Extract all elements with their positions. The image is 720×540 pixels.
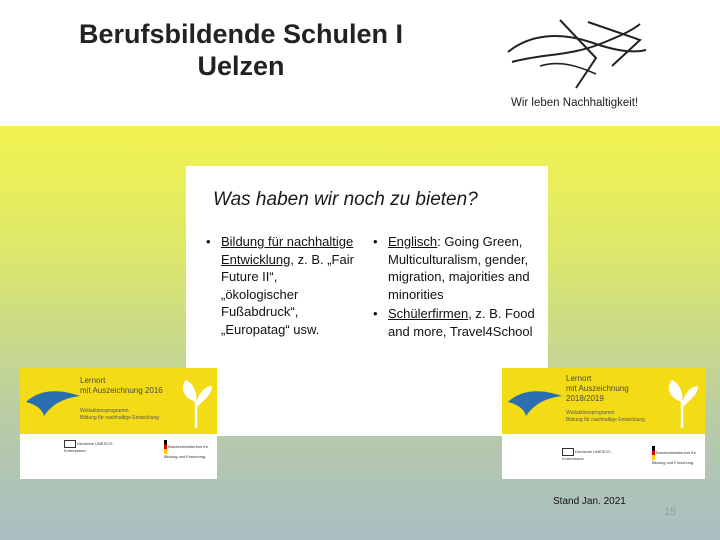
schuelerfirmen-link[interactable]: Schülerfirmen bbox=[388, 306, 469, 321]
award-sub-line1: Weltaktionsprogramm bbox=[566, 410, 615, 416]
bullet-icon: • bbox=[373, 234, 378, 249]
slide-heading: Was haben wir noch zu bieten? bbox=[213, 189, 478, 210]
award-badge-2018-2019 bbox=[502, 368, 705, 479]
award-title-line1: Lernort bbox=[80, 376, 106, 385]
page-number: 15 bbox=[664, 506, 677, 518]
left-column bbox=[206, 233, 356, 338]
school-tagline: Wir leben Nachhaltigkeit! bbox=[511, 97, 639, 109]
bmbf-logo bbox=[652, 446, 702, 465]
unesco-logo-text: Deutsche UNESCO-Kommission bbox=[64, 441, 114, 453]
list-item bbox=[373, 305, 543, 340]
award-title-line3: 2018/2019 bbox=[566, 394, 604, 403]
list-item bbox=[373, 233, 543, 303]
award-subtitle bbox=[566, 410, 645, 424]
unesco-logo bbox=[562, 448, 622, 461]
bmbf-logo bbox=[164, 440, 214, 459]
award-subtitle bbox=[80, 408, 159, 422]
right-column bbox=[373, 233, 543, 340]
school-title-line1: Berufsbildende Schulen I bbox=[78, 19, 404, 49]
bmbf-logo-text: Bundesministerium für Bildung und Forschung bbox=[652, 450, 696, 465]
award-title bbox=[80, 376, 163, 396]
award-title-line1: Lernort bbox=[566, 374, 592, 383]
list-item bbox=[206, 233, 356, 338]
school-title bbox=[66, 18, 416, 82]
bullet-icon: • bbox=[373, 306, 378, 321]
award-sub-line2: Bildung für nachhaltige Entwicklung bbox=[566, 417, 645, 423]
bird-icon bbox=[506, 382, 566, 422]
award-title-line2: mit Auszeichnung bbox=[566, 384, 629, 393]
plant-icon bbox=[662, 372, 700, 430]
award-badge-2016 bbox=[20, 368, 217, 479]
bne-text: , z. B. „Fair Future II“, „ökologischer Fußabdruck“, „Europatag“ usw. bbox=[221, 251, 354, 337]
award-title-line2: mit Auszeichnung 2016 bbox=[80, 386, 163, 395]
unesco-logo-text: Deutsche UNESCO-Kommission bbox=[562, 449, 612, 461]
unesco-logo bbox=[64, 440, 124, 453]
plant-icon bbox=[176, 372, 214, 430]
englisch-link[interactable]: Englisch bbox=[388, 234, 438, 249]
school-title-line2: Uelzen bbox=[197, 51, 285, 81]
bmbf-logo-text: Bundesministerium für Bildung und Forschung bbox=[164, 444, 208, 459]
award-title bbox=[566, 374, 629, 404]
bullet-icon: • bbox=[206, 234, 211, 249]
award-sub-line1: Weltaktionsprogramm bbox=[80, 408, 129, 414]
schuelerfirmen-text: , z. B. Food and more, Travel4School bbox=[388, 306, 535, 339]
bird-icon bbox=[24, 382, 84, 422]
date-stamp: Stand Jan. 2021 bbox=[553, 496, 626, 507]
slide-header bbox=[0, 0, 720, 126]
englisch-text: : Going Green, Multiculturalism, gender, migration, majorities and minorities bbox=[388, 234, 530, 302]
bne-link[interactable]: Bildung für nachhaltige Entwicklung bbox=[221, 234, 354, 267]
school-logo-icon bbox=[500, 14, 650, 94]
award-sub-line2: Bildung für nachhaltige Entwicklung bbox=[80, 415, 159, 421]
